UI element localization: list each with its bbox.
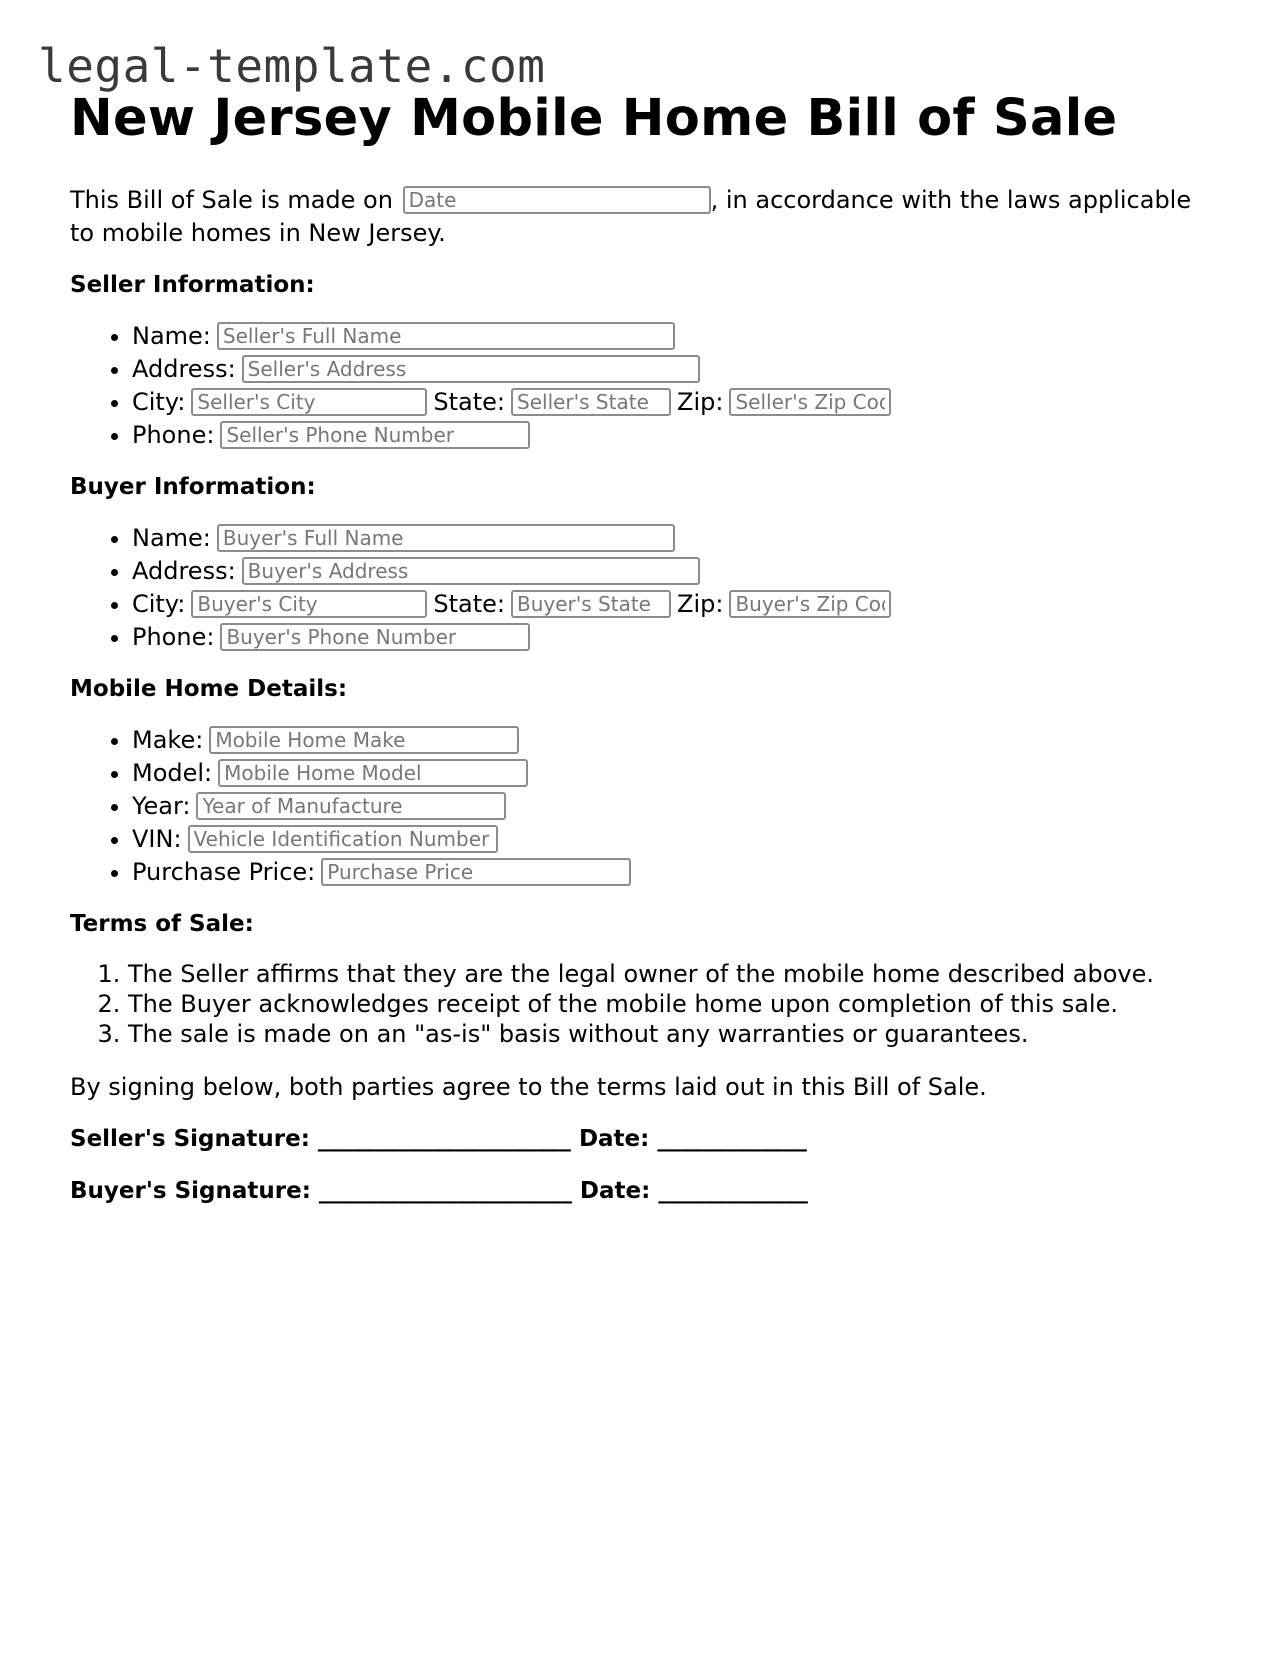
home-price-label: Purchase Price:: [132, 858, 316, 886]
buyer-heading: Buyer Information:: [70, 474, 316, 500]
buyer-name-item: [132, 522, 1220, 555]
buyer-address-item: [132, 555, 1220, 588]
intro-text-before: This Bill of Sale is made on: [70, 186, 393, 214]
home-make-input[interactable]: [209, 726, 519, 754]
seller-signature-line: Seller's Signature: ______________________ Date: _____________: [70, 1126, 807, 1152]
buyer-city-input[interactable]: [191, 590, 427, 618]
seller-address-label: Address:: [132, 355, 236, 383]
mobile-home-field-list: [70, 724, 1220, 889]
home-year-item: [132, 790, 1220, 823]
home-year-label: Year:: [132, 792, 191, 820]
seller-phone-input[interactable]: [220, 421, 530, 449]
buyer-phone-item: [132, 621, 1220, 654]
intro-paragraph: [70, 184, 1220, 250]
seller-phone-item: [132, 419, 1220, 452]
buyer-phone-input[interactable]: [220, 623, 530, 651]
seller-state-input[interactable]: [511, 388, 671, 416]
buyer-signature-line: Buyer's Signature: ______________________ Date: _____________: [70, 1178, 808, 1204]
terms-list: [70, 959, 1220, 1049]
seller-name-label: Name:: [132, 322, 211, 350]
seller-zip-label: Zip:: [677, 388, 724, 416]
buyer-phone-label: Phone:: [132, 623, 215, 651]
watermark-logo-text: legal-template.com: [38, 39, 546, 93]
terms-item: 1. The Seller affirms that they are the legal owner of the mobile home described above.: [128, 959, 1220, 989]
home-model-label: Model:: [132, 759, 213, 787]
home-price-item: [132, 856, 1220, 889]
terms-item: 3. The sale is made on an "as-is" basis without any warranties or guarantees.: [128, 1019, 1220, 1049]
home-model-input[interactable]: [218, 759, 528, 787]
home-make-label: Make:: [132, 726, 204, 754]
buyer-address-input[interactable]: [242, 557, 700, 585]
buyer-city-item: [132, 588, 1220, 621]
seller-city-label: City:: [132, 388, 186, 416]
document-body: [70, 86, 1220, 1207]
seller-address-input[interactable]: [242, 355, 700, 383]
home-vin-label: VIN:: [132, 825, 182, 853]
seller-field-list: [70, 320, 1220, 452]
terms-heading: Terms of Sale:: [70, 911, 254, 937]
seller-heading: Seller Information:: [70, 272, 315, 298]
seller-state-label: State:: [433, 388, 506, 416]
buyer-zip-label: Zip:: [677, 590, 724, 618]
buyer-field-list: [70, 522, 1220, 654]
page-title: New Jersey Mobile Home Bill of Sale: [70, 89, 1118, 148]
buyer-address-label: Address:: [132, 557, 236, 585]
buyer-state-input[interactable]: [511, 590, 671, 618]
seller-name-item: [132, 320, 1220, 353]
agreement-statement: By signing below, both parties agree to the terms laid out in this Bill of Sale.: [70, 1073, 987, 1101]
buyer-zip-input[interactable]: [729, 590, 891, 618]
seller-name-input[interactable]: [217, 322, 675, 350]
home-price-input[interactable]: [321, 858, 631, 886]
buyer-city-label: City:: [132, 590, 186, 618]
seller-city-input[interactable]: [191, 388, 427, 416]
home-vin-item: [132, 823, 1220, 856]
home-year-input[interactable]: [196, 792, 506, 820]
buyer-name-input[interactable]: [217, 524, 675, 552]
seller-city-item: [132, 386, 1220, 419]
seller-zip-input[interactable]: [729, 388, 891, 416]
sale-date-input[interactable]: [403, 186, 711, 214]
intro-text-after: , in accordance with the laws applicable to mobile homes in New Jersey.: [70, 186, 1192, 247]
buyer-state-label: State:: [433, 590, 506, 618]
seller-phone-label: Phone:: [132, 421, 215, 449]
terms-item: 2. The Buyer acknowledges receipt of the mobile home upon completion of this sale.: [128, 989, 1220, 1019]
home-model-item: [132, 757, 1220, 790]
seller-address-item: [132, 353, 1220, 386]
home-make-item: [132, 724, 1220, 757]
home-vin-input[interactable]: [188, 825, 498, 853]
mobile-home-heading: Mobile Home Details:: [70, 676, 348, 702]
buyer-name-label: Name:: [132, 524, 211, 552]
